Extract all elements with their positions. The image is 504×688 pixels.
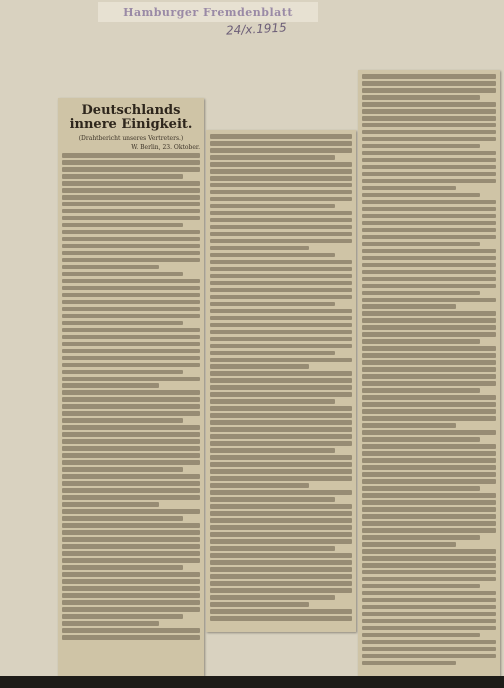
text-line [210, 246, 309, 251]
text-line [210, 302, 335, 307]
text-line [362, 402, 496, 407]
text-line [362, 367, 496, 372]
text-line [362, 514, 496, 519]
text-line [362, 332, 496, 337]
text-line [210, 371, 352, 376]
text-line [210, 344, 352, 349]
text-line [62, 216, 200, 221]
text-line [362, 235, 496, 240]
text-line [362, 214, 496, 219]
text-line [362, 458, 496, 463]
body-text-lines [62, 153, 200, 640]
text-line [62, 265, 159, 270]
text-line [210, 232, 352, 237]
text-line [210, 469, 352, 474]
text-line [62, 432, 200, 437]
text-line [210, 225, 352, 230]
text-line [210, 448, 335, 453]
text-line [362, 409, 496, 414]
text-line [210, 134, 352, 139]
text-line [210, 546, 335, 551]
text-line [62, 467, 183, 472]
text-line [62, 335, 200, 340]
text-line [210, 455, 352, 460]
text-line [362, 591, 496, 596]
text-line [210, 483, 309, 488]
text-line [362, 256, 496, 261]
text-line [362, 284, 496, 289]
text-line [210, 616, 352, 621]
text-line [210, 274, 352, 279]
text-line [362, 109, 496, 114]
text-line [210, 595, 335, 600]
text-line [210, 337, 352, 342]
text-line [62, 174, 183, 179]
text-line [62, 593, 200, 598]
text-line [210, 385, 352, 390]
text-line [362, 381, 496, 386]
text-line [362, 584, 480, 589]
clipping-column-middle [206, 130, 356, 632]
text-line [62, 188, 200, 193]
text-line [62, 321, 183, 326]
text-line [210, 420, 352, 425]
text-line [62, 488, 200, 493]
text-line [362, 444, 496, 449]
text-line [362, 388, 480, 393]
text-line [362, 640, 496, 645]
text-line [362, 633, 480, 638]
text-line [362, 249, 496, 254]
text-line [362, 200, 496, 205]
text-line [362, 242, 480, 247]
text-line [210, 539, 352, 544]
text-line [362, 186, 456, 191]
text-line [362, 472, 496, 477]
text-line [362, 661, 456, 666]
text-line [62, 356, 200, 361]
text-line [362, 102, 496, 107]
text-line [362, 291, 480, 296]
text-line [62, 411, 200, 416]
text-line [62, 572, 200, 577]
text-line [210, 288, 352, 293]
text-line [362, 95, 480, 100]
text-line [62, 279, 200, 284]
text-line [62, 251, 200, 256]
text-line [362, 500, 496, 505]
text-line [362, 228, 496, 233]
text-line [62, 544, 200, 549]
text-line [362, 270, 496, 275]
text-line [362, 619, 496, 624]
text-line [362, 451, 496, 456]
text-line [62, 160, 200, 165]
text-line [62, 181, 200, 186]
text-line [210, 378, 352, 383]
text-line [210, 560, 352, 565]
text-line [210, 176, 352, 181]
text-line [62, 628, 200, 633]
text-line [62, 579, 200, 584]
text-line [210, 567, 352, 572]
text-line [362, 165, 496, 170]
text-line [62, 530, 200, 535]
text-line [62, 397, 200, 402]
text-line [62, 404, 200, 409]
text-line [62, 244, 200, 249]
text-line [210, 162, 352, 167]
text-line [210, 392, 352, 397]
text-line [62, 223, 183, 228]
text-line [62, 342, 200, 347]
text-line [362, 304, 456, 309]
article-subhead: (Drahtbericht unseres Vertreters.) [78, 135, 184, 142]
text-line [362, 493, 496, 498]
text-line [362, 172, 496, 177]
text-line [62, 377, 200, 382]
text-line [62, 565, 183, 570]
text-line [210, 316, 352, 321]
text-line [62, 328, 200, 333]
text-line [362, 137, 496, 142]
text-line [62, 600, 200, 605]
text-line [62, 439, 200, 444]
text-line [362, 311, 496, 316]
text-line [362, 346, 496, 351]
text-line [210, 511, 352, 516]
text-line [362, 144, 480, 149]
text-line [210, 190, 352, 195]
text-line [362, 130, 496, 135]
text-line [362, 542, 456, 547]
text-line [362, 395, 496, 400]
text-line [62, 621, 159, 626]
text-line [362, 479, 496, 484]
text-line [362, 74, 496, 79]
text-line [62, 635, 200, 640]
text-line [210, 532, 352, 537]
text-line [362, 318, 496, 323]
text-line [362, 563, 496, 568]
text-line [62, 293, 200, 298]
text-line [210, 218, 352, 223]
text-line [362, 528, 496, 533]
text-line [362, 556, 496, 561]
text-line [362, 88, 496, 93]
text-line [362, 116, 496, 121]
text-line [62, 495, 200, 500]
text-line [62, 537, 200, 542]
text-line [62, 425, 200, 430]
text-line [62, 370, 183, 375]
text-line [62, 607, 200, 612]
text-line [362, 570, 496, 575]
text-line [62, 209, 200, 214]
text-line [62, 509, 200, 514]
text-line [210, 574, 352, 579]
text-line [210, 281, 352, 286]
text-line [362, 298, 496, 303]
text-line [362, 605, 496, 610]
text-line [210, 358, 352, 363]
text-line [210, 553, 352, 558]
text-line [362, 507, 496, 512]
article-title: Deutschlands innere Einigkeit. [69, 103, 193, 132]
text-line [362, 647, 496, 652]
newspaper-masthead [98, 2, 318, 22]
text-line [210, 434, 352, 439]
text-line [362, 151, 496, 156]
text-line [210, 476, 352, 481]
masthead-text: Hamburger Fremdenblatt [123, 5, 293, 19]
text-line [210, 399, 335, 404]
text-line [210, 602, 309, 607]
text-line [362, 437, 480, 442]
text-line [62, 167, 200, 172]
text-line [362, 612, 496, 617]
text-line [362, 577, 496, 582]
text-line [362, 549, 496, 554]
text-line [210, 260, 352, 265]
text-line [62, 258, 200, 263]
text-line [210, 525, 352, 530]
text-line [362, 263, 496, 268]
text-line [362, 123, 496, 128]
text-line [362, 207, 496, 212]
text-line [210, 497, 335, 502]
text-line [362, 423, 456, 428]
text-line [62, 363, 200, 368]
text-line [362, 339, 480, 344]
text-line [210, 197, 352, 202]
text-line [362, 654, 496, 659]
text-line [210, 504, 352, 509]
text-line [362, 598, 496, 603]
text-line [62, 516, 183, 521]
text-line [362, 374, 496, 379]
text-line [362, 430, 496, 435]
text-line [62, 307, 200, 312]
text-line [62, 272, 183, 277]
text-line [62, 460, 200, 465]
text-line [210, 169, 352, 174]
text-line [362, 179, 496, 184]
text-line [362, 193, 480, 198]
text-line [210, 490, 352, 495]
text-line [210, 609, 352, 614]
text-line [362, 521, 496, 526]
text-line [62, 418, 183, 423]
text-line [210, 413, 352, 418]
article-dateline: W. Berlin, 23. Oktober. [131, 144, 200, 151]
text-line [362, 353, 496, 358]
clipping-column-right [358, 70, 500, 676]
text-line [362, 486, 480, 491]
text-line [210, 141, 352, 146]
text-line [62, 474, 200, 479]
text-line [210, 239, 352, 244]
text-line [210, 406, 352, 411]
text-line [362, 277, 496, 282]
text-line [210, 155, 335, 160]
text-line [362, 221, 496, 226]
text-line [210, 253, 335, 258]
text-line [62, 300, 200, 305]
text-line [62, 314, 200, 319]
clipping-column-left [58, 98, 204, 676]
text-line [362, 416, 496, 421]
text-line [362, 360, 496, 365]
text-line [362, 465, 496, 470]
text-line [62, 237, 200, 242]
text-line [210, 518, 352, 523]
text-line [362, 325, 496, 330]
text-line [210, 588, 352, 593]
text-line [62, 586, 200, 591]
text-line [62, 614, 183, 619]
text-line [210, 330, 352, 335]
text-line [62, 349, 200, 354]
text-line [210, 364, 309, 369]
text-line [210, 462, 352, 467]
text-line [62, 551, 200, 556]
text-line [62, 523, 200, 528]
text-line [210, 204, 335, 209]
text-line [210, 323, 352, 328]
text-line [362, 535, 480, 540]
text-line [210, 581, 352, 586]
body-text-lines [362, 74, 496, 665]
body-text-lines [210, 134, 352, 621]
text-line [210, 183, 352, 188]
text-line [210, 295, 352, 300]
text-line [62, 453, 200, 458]
text-line [210, 351, 335, 356]
text-line [62, 153, 200, 158]
handwritten-date: 24/x.1915 [225, 20, 288, 38]
text-line [210, 441, 352, 446]
scan-edge-shadow [0, 676, 504, 688]
text-line [210, 309, 352, 314]
text-line [62, 195, 200, 200]
text-line [62, 502, 159, 507]
text-line [210, 148, 352, 153]
text-line [62, 286, 200, 291]
text-line [362, 158, 496, 163]
text-line [210, 427, 352, 432]
text-line [62, 481, 200, 486]
text-line [62, 390, 200, 395]
text-line [362, 81, 496, 86]
text-line [62, 383, 159, 388]
text-line [362, 626, 496, 631]
text-line [62, 558, 200, 563]
text-line [62, 230, 200, 235]
text-line [62, 446, 200, 451]
text-line [210, 267, 352, 272]
text-line [62, 202, 200, 207]
text-line [210, 211, 352, 216]
